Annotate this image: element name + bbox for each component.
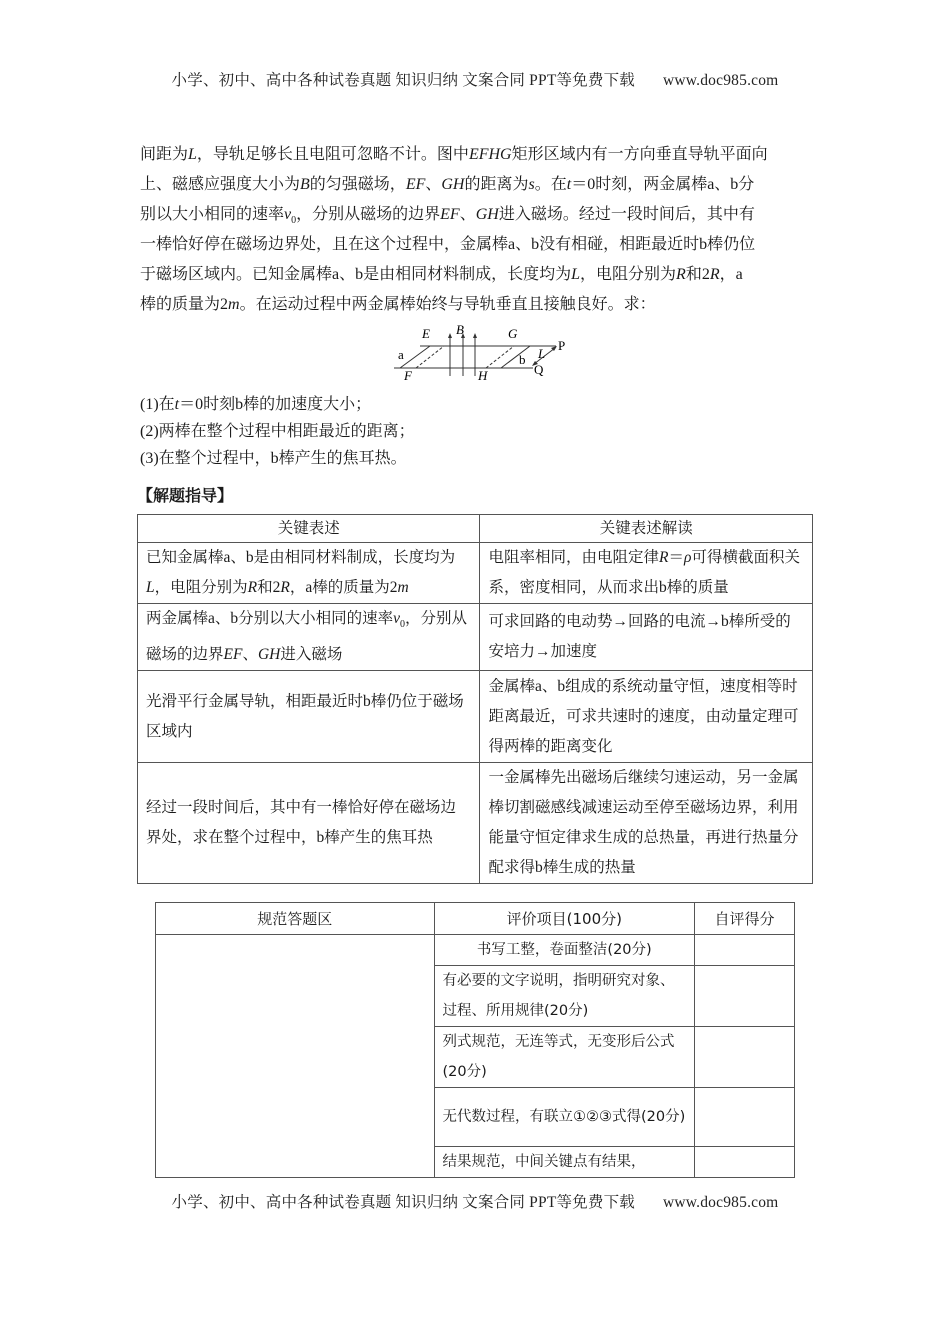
label-E: E — [422, 326, 430, 341]
table-header-row — [156, 903, 795, 935]
header-banner — [0, 68, 950, 90]
reading-cell — [480, 543, 813, 604]
footer-banner-site-link[interactable]: www.doc985.com — [662, 1194, 779, 1211]
rubric-item: 书写工整，卷面整洁(20分) — [434, 935, 695, 966]
text: 矩形区域内有一方向垂直导轨平面向 — [511, 146, 768, 163]
text: 已知金属棒a、b是由相同材料制成，长度均为 — [146, 549, 456, 566]
var: EF — [440, 206, 460, 223]
var: GH — [257, 646, 281, 664]
rubric-item: 列式规范，无连等式，无变形后公式(20分) — [434, 1027, 695, 1088]
var: GH — [441, 176, 465, 193]
problem-line — [140, 260, 812, 290]
label-a: a — [398, 347, 404, 362]
column-header: 关键表述解读 — [480, 515, 813, 543]
text: 进入磁场。经过一段时间后，其中有 — [498, 206, 755, 223]
text: 和2 — [257, 579, 281, 596]
text: ＝ — [668, 549, 684, 566]
label-B: B — [456, 324, 464, 337]
label-b: b — [519, 352, 526, 367]
var: L — [188, 146, 197, 163]
text: ，电阻分别为 — [154, 579, 248, 596]
table-header-row — [138, 515, 813, 543]
text: 上、磁感应强度大小为 — [140, 176, 301, 193]
table-row — [138, 543, 813, 604]
reading-cell: 金属棒a、b组成的系统动量守恒，速度相等时距离最近，可求共速时的速度，由动量定理可得两棒的距离变化 — [480, 671, 813, 763]
guide-table — [137, 514, 813, 884]
key-statement-cell — [138, 604, 480, 671]
key-statement-cell — [138, 543, 480, 604]
header-banner-site-link[interactable]: www.doc985.com — [662, 72, 779, 89]
footer-banner — [0, 1190, 950, 1212]
var: EFHG — [468, 146, 512, 163]
column-header: 关键表述 — [138, 515, 480, 543]
rail-diagram-figure — [378, 324, 578, 380]
self-score-cell[interactable] — [695, 1147, 795, 1178]
label-H: H — [478, 368, 488, 380]
answer-area[interactable] — [156, 935, 435, 1178]
subscript: 0 — [400, 619, 406, 631]
column-header: 自评得分 — [695, 903, 795, 935]
var: s — [528, 176, 535, 193]
rail-diagram — [378, 324, 578, 380]
text: ，分别从磁场的边界 — [146, 610, 468, 664]
column-header: 规范答题区 — [156, 903, 435, 935]
reading-cell: 可求回路的电动势→回路的电流→b棒所受的安培力→加速度 — [480, 604, 813, 671]
label-F: F — [404, 368, 412, 380]
text: 。在运动过程中两金属棒始终与导轨垂直且接触良好。求： — [239, 296, 656, 313]
text: 棒的质量为2 — [140, 296, 229, 313]
rubric-item: 无代数过程，有联立①②③式得(20分) — [434, 1088, 695, 1147]
var: EF — [405, 176, 426, 193]
column-header: 评价项目(100分) — [434, 903, 695, 935]
problem-line — [140, 230, 812, 260]
header-banner-text: 小学、初中、高中各种试卷真题 知识归纳 文案合同 PPT等免费下载 — [171, 72, 635, 89]
problem-line — [140, 290, 812, 320]
self-score-cell[interactable] — [695, 935, 795, 966]
self-score-cell[interactable] — [695, 966, 795, 1027]
var: L — [146, 579, 155, 596]
var: L — [571, 266, 581, 283]
text: ＝0时刻，两金属棒a、b分 — [571, 176, 755, 193]
rubric-item: 有必要的文字说明，指明研究对象、过程、所用规律(20分) — [434, 966, 695, 1027]
var: R — [280, 579, 290, 596]
label-G: G — [508, 326, 518, 341]
text: 的距离为 — [464, 176, 529, 193]
text: 电阻率相同，由电阻定律 — [488, 549, 659, 566]
self-score-cell[interactable] — [695, 1027, 795, 1088]
label-P: P — [558, 338, 566, 353]
text: 别以大小相同的速率 — [140, 206, 285, 223]
text: 、 — [242, 646, 258, 664]
text: 一棒恰好停在磁场边界处，且在这个过程中，金属棒a、b没有相碰，相距最近时b棒仍位 — [140, 236, 756, 253]
question-2: (2)两棒在整个过程中相距最近的距离； — [140, 423, 415, 440]
question-3: (3)在整个过程中，b棒产生的焦耳热。 — [140, 450, 407, 467]
text: ＝0时刻b棒的加速度大小； — [179, 396, 372, 413]
text: 进入磁场 — [280, 646, 343, 664]
var: EF — [223, 646, 243, 664]
problem-line — [140, 170, 812, 200]
text: 和2 — [685, 266, 710, 283]
text: 于磁场区域内。已知金属棒a、b是由相同材料制成，长度均为 — [140, 266, 572, 283]
text: ，分别从磁场的边界 — [296, 206, 441, 223]
var: R — [709, 266, 720, 283]
label-L: L — [538, 346, 546, 361]
questions-list — [140, 391, 415, 472]
guide-heading: 【解题指导】 — [137, 486, 234, 505]
table-row — [138, 763, 813, 884]
text: ，电阻分别为 — [580, 266, 677, 283]
text: 间距为 — [140, 146, 189, 163]
var: GH — [475, 206, 499, 223]
subscript: 0 — [291, 215, 297, 227]
problem-line — [140, 200, 812, 230]
key-statement-cell: 光滑平行金属导轨，相距最近时b棒仍位于磁场区域内 — [138, 671, 480, 763]
text: 、 — [459, 206, 476, 223]
var: t — [174, 396, 180, 413]
var: m — [397, 579, 409, 596]
problem-statement — [140, 140, 812, 320]
text: (1)在 — [140, 396, 175, 413]
var: v — [393, 610, 401, 627]
table-row — [138, 671, 813, 763]
table-row — [156, 935, 795, 966]
table-row — [138, 604, 813, 671]
self-score-cell[interactable] — [695, 1088, 795, 1147]
text: 。在 — [534, 176, 567, 193]
var: ρ — [683, 549, 692, 566]
rubric-table — [155, 902, 795, 1178]
rubric-item: 结果规范，中间关键点有结果， — [434, 1147, 695, 1178]
var: R — [247, 579, 258, 596]
key-statement-cell: 经过一段时间后，其中有一棒恰好停在磁场边界处，求在整个过程中，b棒产生的焦耳热 — [138, 763, 480, 884]
text: 、 — [425, 176, 442, 193]
var: R — [676, 266, 686, 283]
question-1 — [140, 391, 415, 418]
problem-line — [140, 140, 812, 170]
var: t — [566, 176, 572, 193]
text: 两金属棒a、b分别以大小相同的速率 — [146, 610, 394, 627]
var: R — [659, 549, 669, 566]
text: ，a棒的质量为2 — [289, 579, 398, 596]
footer-banner-text: 小学、初中、高中各种试卷真题 知识归纳 文案合同 PPT等免费下载 — [171, 1194, 635, 1211]
text: ，导轨足够长且电阻可忽略不计。图中 — [196, 146, 469, 163]
var: v — [284, 206, 292, 223]
text: 的匀强磁场， — [309, 176, 406, 193]
label-Q: Q — [534, 362, 544, 377]
text: 可得横截面积关系，密度相同，从而求出b棒的质量 — [488, 549, 800, 596]
reading-cell: 一金属棒先出磁场后继续匀速运动，另一金属棒切割磁感线减速运动至停至磁场边界，利用能量守恒定律求生成的总热量，再进行热量分配求得b棒生成的热量 — [480, 763, 813, 884]
var: m — [228, 296, 240, 313]
text: ，a — [719, 266, 743, 283]
var: B — [300, 176, 310, 193]
